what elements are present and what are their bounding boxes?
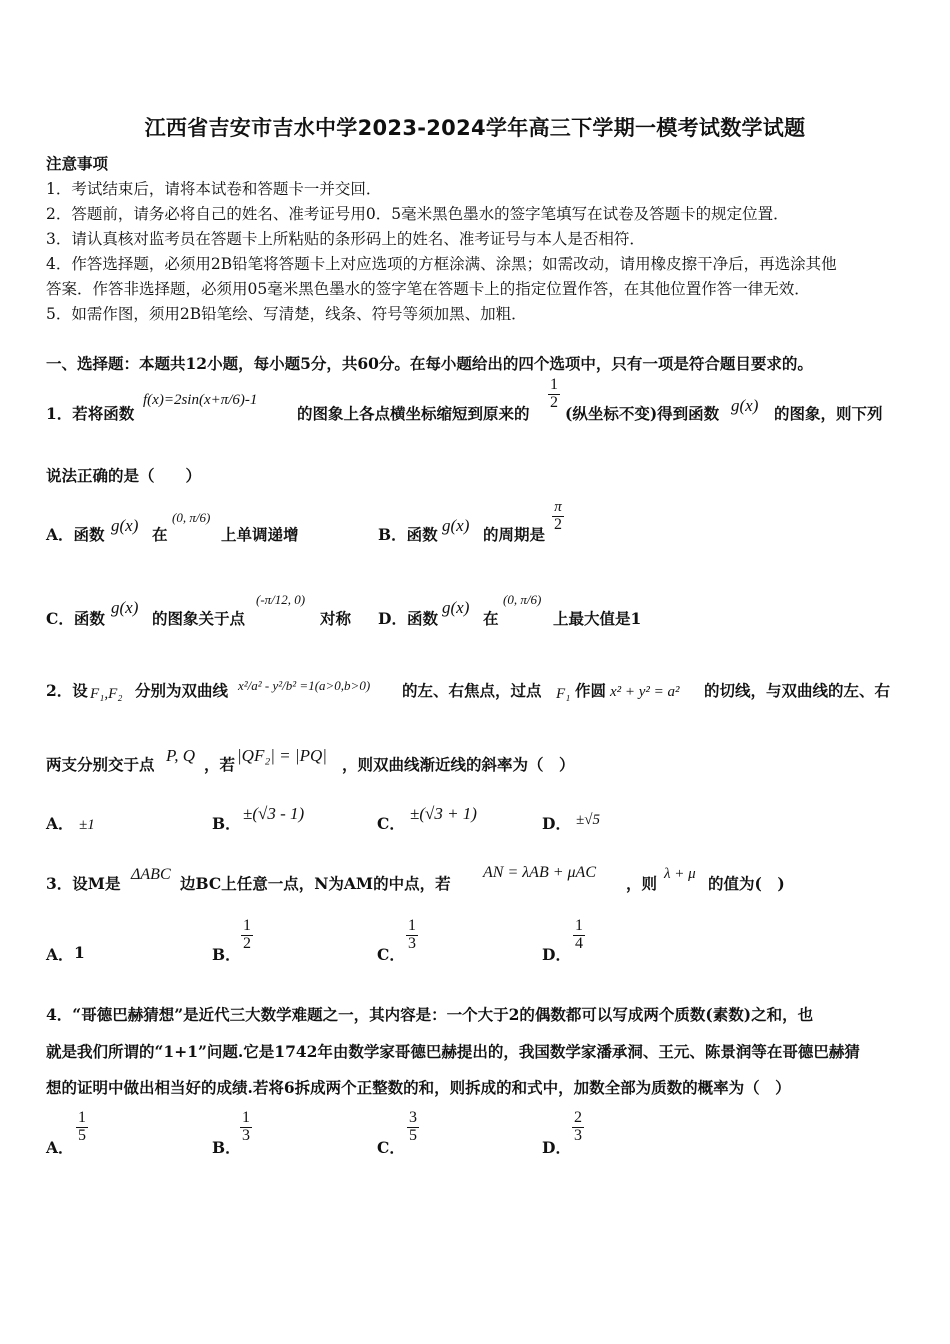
q2-option-c-label: C． [377,814,405,833]
section-heading: 一、选择题：本题共12小题，每小题5分，共60分。在每小题给出的四个选项中，只有一项是符合题目要求的。 [46,354,813,373]
q2-points: P, Q [166,746,195,765]
q1-option-a-end: 上单调递增 [221,525,299,544]
q2-stem-line2b: ，若 [204,755,236,774]
q4-option-b-label: B． [212,1138,241,1157]
q4-option-a-fraction: $\frac{1}{5}$ [78,1109,86,1144]
q3-stem-t2: 边BC上任意一点，N为AM的中点，若 [180,874,451,893]
q3-equation: AN = λAB + μAC [483,864,596,881]
q2-stem-t1: 分别为双曲线 [135,681,229,700]
q3-option-b-fraction: $\frac{1}{2}$ [243,917,251,952]
notice-item: 4．作答选择题，必须用2B铅笔将答题卡上对应选项的方框涂满、涂黑；如需改动，请用橡皮擦干净后，再选涂其他 [46,255,837,273]
q3-option-a-label: A． [46,945,74,964]
q1-option-b-period: $\frac{\pi}{2}$ [554,499,562,533]
q1-g: g(x) [731,396,759,415]
q4-stem-line: 4．“哥德巴赫猜想”是近代三大数学难题之一，其内容是：一个大于2的偶数都可以写成两个质数(素数)之和，也 [46,1005,814,1024]
q1-option-d-interval: (0, π/6) [503,592,542,607]
q2-option-d-label: D． [542,814,571,833]
q1-option-b-g: g(x) [442,516,470,535]
notice-item: 2．答题前，请务必将自己的姓名、准考证号用0．5毫米黑色墨水的签字笔填写在试卷及答题卡的规定位置． [46,205,789,223]
q2-stem-line2c: ，则双曲线渐近线的斜率为（ ） [342,755,575,774]
q2-stem-t3: 作圆 [575,681,607,700]
q3-triangle: ΔABC [131,866,171,883]
q1-option-a-interval: (0, π/6) [172,510,211,525]
q4-option-b-fraction: $\frac{1}{3}$ [242,1109,250,1144]
q4-option-c-fraction: $\frac{3}{5}$ [409,1109,417,1144]
q4-option-c-label: C． [377,1138,405,1157]
q1-stem-line2: 说法正确的是（ ） [46,466,202,485]
q1-function: f(x)=2sin(x+π/6)-1 [143,392,258,408]
q2-f1: F₁ [556,686,571,702]
q1-option-a-label: A．函数 [46,525,105,544]
q3-option-c-label: C． [377,945,405,964]
q2-option-c-value: ±(√3 + 1) [410,804,477,823]
page-title: 江西省吉安市吉水中学2023-2024学年高三下学期一模考试数学试题 [144,116,806,140]
q1-stem-end: 的图象，则下列 [774,404,883,423]
q1-stem: 1．若将函数 [46,404,135,423]
q2-option-a-label: A． [46,814,74,833]
notice-item: 答案．作答非选择题，必须用05毫米黑色墨水的签字笔在答题卡上的指定位置作答，在其他位置作答一律无效． [46,280,810,298]
q1-option-c-mid: 的图象关于点 [152,609,246,628]
q2-stem: 2．设 [46,681,88,700]
q1-option-d-end: 上最大值是1 [553,609,642,628]
q1-stem-mid2: (纵坐标不变)得到函数 [565,404,720,423]
q2-hyperbola: x²/a² - y²/b² =1(a>0,b>0) [238,678,371,693]
q2-foci: F₁,F₂ [90,686,123,702]
q2-option-b-value: ±(√3 - 1) [243,804,305,823]
q2-stem-t2: 的左、右焦点，过点 [402,681,542,700]
q2-condition: |QF₂| = |PQ| [237,746,327,765]
q3-option-b-label: B． [212,945,241,964]
q1-option-c-g: g(x) [111,598,139,617]
q2-circle: x² + y² = a² [610,684,680,700]
notice-item: 5．如需作图，须用2B铅笔绘、写清楚，线条、符号等须加黑、加粗． [46,305,527,323]
notice-item: 1．考试结束后，请将本试卷和答题卡一并交回． [46,180,382,198]
q1-option-d-in: 在 [483,609,499,628]
q1-option-a-in: 在 [152,525,168,544]
q1-option-b-mid: 的周期是 [483,525,546,544]
q1-option-c-end: 对称 [320,609,352,628]
q4-option-a-label: A． [46,1138,74,1157]
q3-option-a-value: 1 [74,943,85,962]
q3-sum: λ + μ [664,866,696,882]
q1-half: $\frac{1}{2}$ [550,376,558,411]
notice-item: 3．请认真核对监考员在答题卡上所粘贴的条形码上的姓名、准考证号与本人是否相符． [46,230,645,248]
q1-option-c-label: C．函数 [46,609,105,628]
q4-option-d-fraction: $\frac{2}{3}$ [574,1109,582,1144]
q1-option-a-g: g(x) [111,516,139,535]
q3-option-c-fraction: $\frac{1}{3}$ [408,917,416,952]
q3-option-d-label: D． [542,945,571,964]
q1-option-d-label: D．函数 [378,609,438,628]
q3-stem-t3: ，则 [626,874,658,893]
notice-heading: 注意事项 [46,154,109,173]
q2-option-d-value: ±√5 [576,812,600,828]
q3-stem: 3．设M是 [46,874,121,893]
q4-stem-line: 就是我们所谓的“1+1”问题.它是1742年由数学家哥德巴赫提出的，我国数学家潘承洞、王元、陈景润等在哥德巴赫猜 [46,1042,860,1061]
q3-option-d-fraction: $\frac{1}{4}$ [575,917,583,952]
q3-stem-t4: 的值为( ) [708,874,785,893]
q1-option-b-label: B．函数 [378,525,438,544]
q2-option-a-value: ±1 [79,817,95,833]
q1-option-c-point: (-π/12, 0) [256,592,306,607]
q4-option-d-label: D． [542,1138,571,1157]
q2-stem-line2: 两支分别交于点 [46,755,155,774]
q1-option-d-g: g(x) [442,598,470,617]
q1-stem-mid: 的图象上各点横坐标缩短到原来的 [297,404,530,423]
q2-option-b-label: B． [212,814,241,833]
q4-stem-line: 想的证明中做出相当好的成绩.若将6拆成两个正整数的和，则拆成的和式中，加数全部为质数的概率为（ ） [46,1078,791,1097]
q2-stem-t4: 的切线，与双曲线的左、右 [704,681,891,700]
